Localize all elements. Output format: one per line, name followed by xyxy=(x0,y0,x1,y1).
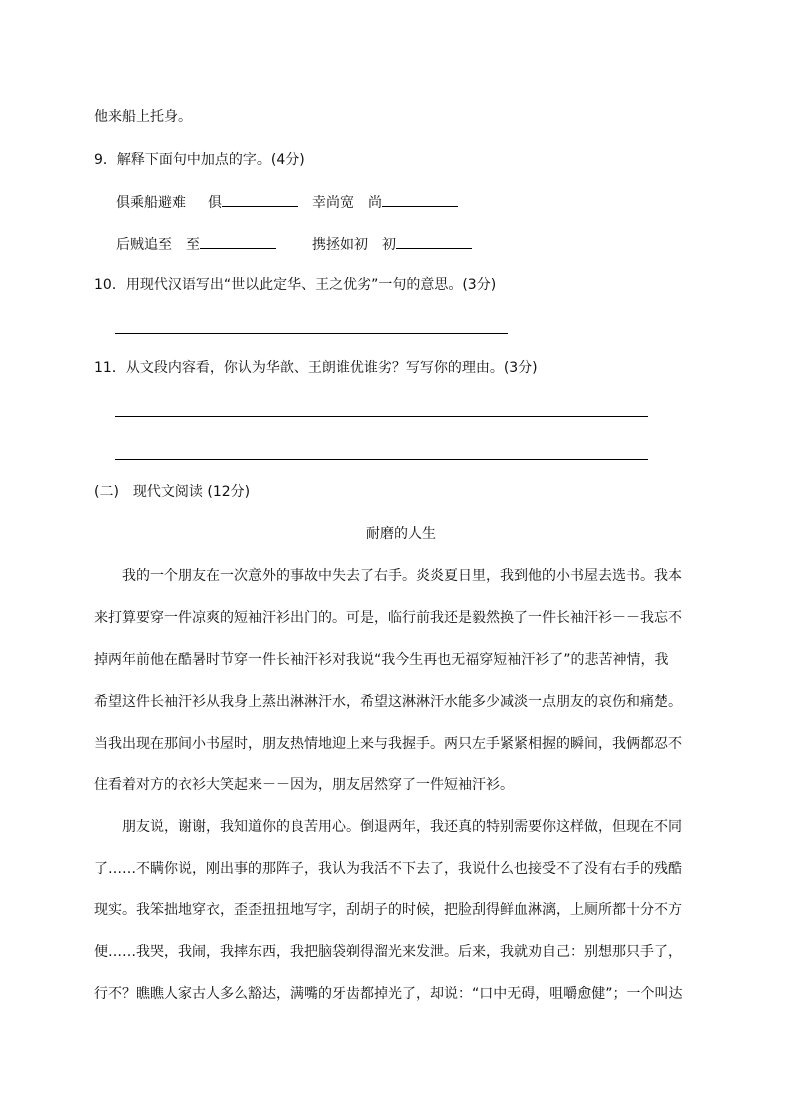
q9-item-1 xyxy=(116,192,298,212)
q9-item-4 xyxy=(312,234,472,254)
q9-char: 俱 xyxy=(208,195,222,211)
continuation-text: 他来船上托身。 xyxy=(94,109,192,125)
question-10-label: 10．用现代汉语写出“世以此定华、王之优劣”一句的意思。(3分) xyxy=(94,277,497,293)
q9-item-3 xyxy=(116,234,276,254)
article-line: 掉两年前他在酷暑时节穿一件长袖汗衫对我说“我今生再也无福穿短袖汗衫了”的悲苦神情，我 xyxy=(94,652,669,668)
section-heading: (二) 现代文阅读 (12分) xyxy=(94,484,251,500)
q9-char: 尚 xyxy=(368,195,382,211)
article-line: 现实。我笨拙地穿衣，歪歪扭扭地写字，刮胡子的时候，把脸刮得鲜血淋漓，上厕所都十分不方 xyxy=(94,902,682,918)
question-11-label: 11．从文段内容看，你认为华歆、王朗谁优谁劣？写写你的理由。(3分) xyxy=(94,360,538,376)
q9-phrase: 后贼追至 xyxy=(116,237,172,253)
article-line: 来打算要穿一件凉爽的短袖汗衫出门的。可是，临行前我还是毅然换了一件长袖汗衫－－我忘不 xyxy=(94,610,682,626)
q9-char: 至 xyxy=(186,237,200,253)
answer-blank[interactable] xyxy=(200,234,276,249)
answer-blank[interactable] xyxy=(222,192,298,207)
question-9-label: 9．解释下面句中加点的字。(4分) xyxy=(94,152,305,168)
article-line: 当我出现在那间小书屋时，朋友热情地迎上来与我握手。两只左手紧紧相握的瞬间，我俩都忍不 xyxy=(94,736,682,752)
q9-item-2 xyxy=(312,192,458,212)
q11-answer-line-2[interactable] xyxy=(115,459,648,460)
q9-phrase: 幸尚宽 xyxy=(312,195,354,211)
q10-answer-line[interactable] xyxy=(115,333,508,334)
article-line: 了……不瞒你说，刚出事的那阵子，我认为我活不下去了，我说什么也接受不了没有右手的残酷 xyxy=(94,861,682,877)
q9-phrase: 俱乘船避难 xyxy=(116,195,186,211)
answer-blank[interactable] xyxy=(396,234,472,249)
q9-char: 初 xyxy=(382,237,396,253)
q11-answer-line-1[interactable] xyxy=(115,416,648,417)
article-line: 行不？瞧瞧人家古人多么豁达，满嘴的牙齿都掉光了，却说：“口中无碍，咀嚼愈健”；一个叫达 xyxy=(94,986,683,1002)
q9-phrase: 携拯如初 xyxy=(312,237,368,253)
article-line: 便……我哭，我闹，我摔东西，我把脑袋剃得溜光来发泄。后来，我就劝自己：别想那只手了， xyxy=(94,944,682,960)
article-line: 住看着对方的衣衫大笑起来－－因为，朋友居然穿了一件短袖汗衫。 xyxy=(94,777,514,793)
article-line: 希望这件长袖汗衫从我身上蒸出淋淋汗水，希望这淋淋汗水能多少减淡一点朋友的哀伤和痛楚。 xyxy=(94,694,682,710)
article-title: 耐磨的人生 xyxy=(366,526,436,542)
article-line: 我的一个朋友在一次意外的事故中失去了右手。炎炎夏日里，我到他的小书屋去选书。我本 xyxy=(94,568,682,584)
answer-blank[interactable] xyxy=(382,192,458,207)
article-line: 朋友说，谢谢，我知道你的良苦用心。倒退两年，我还真的特别需要你这样做，但现在不同 xyxy=(94,819,682,835)
